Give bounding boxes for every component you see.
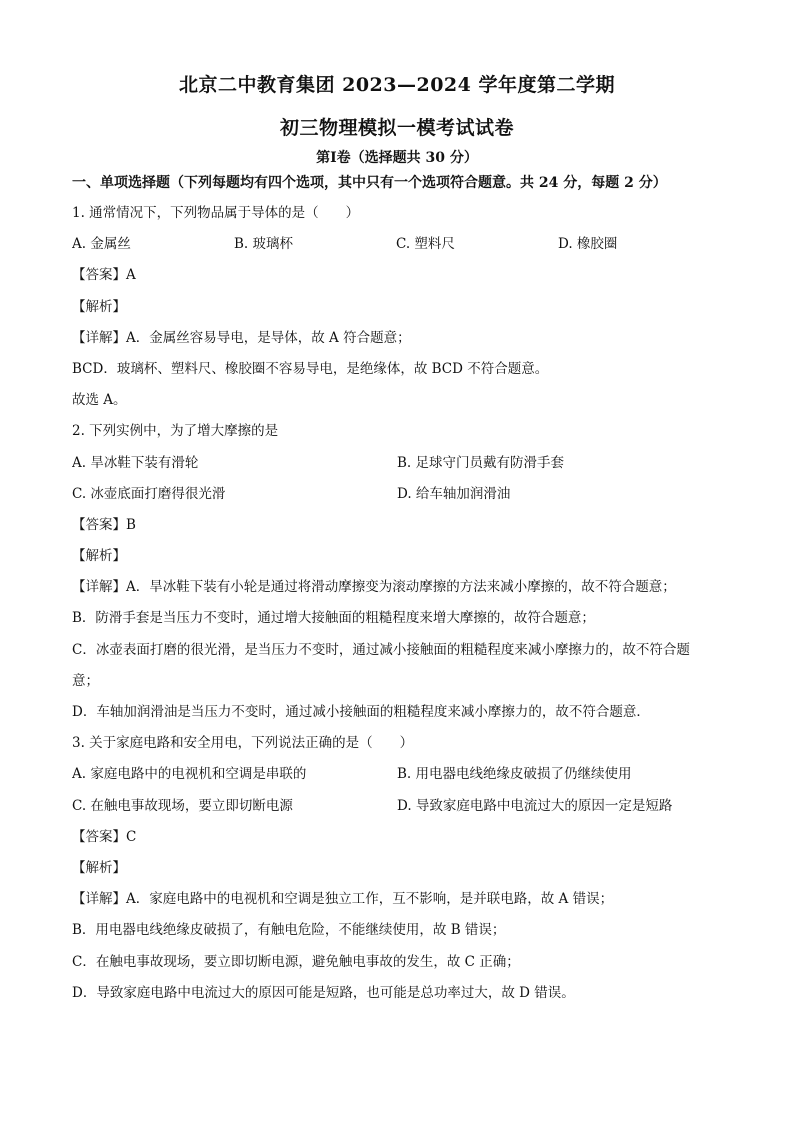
exam-subtitle: 初三物理模拟一模考试试卷 <box>279 117 514 139</box>
detail-line: 【详解】A．金属丝容易导电，是导体，故 A 符合题意； <box>72 329 411 346</box>
question-stem: 1. 通常情况下，下列物品属于导体的是（ ） <box>72 205 360 221</box>
option-b: B. 用电器电线绝缘皮破损了仍继续使用 <box>397 766 632 783</box>
analysis-label: 【解析】 <box>72 859 126 876</box>
question-stem: 2. 下列实例中，为了增大摩擦的是 <box>72 423 279 440</box>
question-options <box>72 759 732 790</box>
option-a: A. 家庭电路中的电视机和空调是串联的 <box>72 766 307 783</box>
detail-line: 故选 A。 <box>72 392 127 409</box>
detail-line: B．防滑手套是当压力不变时，通过增大接触面的粗糙程度来增大摩擦的，故符合题意； <box>72 610 595 627</box>
question-options <box>72 479 732 510</box>
option-a: A. 金属丝 <box>72 236 131 253</box>
detail-line: 【详解】A．旱冰鞋下装有小轮是通过将滑动摩擦变为滚动摩擦的方法来减小摩擦的，故不符合题意； <box>72 579 676 596</box>
answer-line: 【答案】A <box>72 267 136 284</box>
analysis-label: 【解析】 <box>72 548 126 565</box>
option-d: D. 给车轴加润滑油 <box>397 485 511 502</box>
detail-line: D．车轴加润滑油是当压力不变时，通过减小接触面的粗糙程度来减小摩擦力的，故不符合题意． <box>72 704 650 720</box>
option-d: D. 橡胶圈 <box>558 236 618 253</box>
detail-line: BCD．玻璃杯、塑料尺、橡胶圈不容易导电，是绝缘体，故 BCD 不符合题意。 <box>72 360 549 377</box>
answer-line: 【答案】B <box>72 516 136 533</box>
option-c: C. 在触电事故现场，要立即切断电源 <box>72 797 293 814</box>
detail-line: C．冰壶表面打磨的很光滑，是当压力不变时，通过减小接触面的粗糙程度来减小摩擦力的，故不符合题 <box>72 641 690 658</box>
analysis-label: 【解析】 <box>72 298 126 315</box>
detail-line: B．用电器电线绝缘皮破损了，有触电危险，不能继续使用，故 B 错误； <box>72 922 506 939</box>
option-b: B. 玻璃杯 <box>234 236 294 253</box>
detail-line: 意； <box>72 672 99 689</box>
section-heading: 一、单项选择题（下列每题均有四个选项，其中只有一个选项符合题意。共 24 分，每题 2 分） <box>72 175 667 191</box>
option-a: A. 旱冰鞋下装有滑轮 <box>72 454 199 471</box>
answer-line: 【答案】C <box>72 828 137 845</box>
question-stem: 3. 关于家庭电路和安全用电，下列说法正确的是（ ） <box>72 735 414 752</box>
question-options <box>72 791 732 822</box>
question-options <box>72 229 732 260</box>
option-c: C. 冰壶底面打磨得很光滑 <box>72 485 226 502</box>
detail-line: 【详解】A．家庭电路中的电视机和空调是独立工作，互不影响，是并联电路，故 A 错误； <box>72 891 614 908</box>
exam-title: 北京二中教育集团 2023—2024 学年度第二学期 <box>179 74 615 96</box>
question-options <box>72 448 732 479</box>
detail-line: C．在触电事故现场，要立即切断电源，避免触电事故的发生，故 C 正确； <box>72 953 520 970</box>
part-heading: 第Ⅰ卷（选择题共 30 分） <box>316 150 478 166</box>
detail-line: D．导致家庭电路中电流过大的原因可能是短路，也可能是总功率过大，故 D 错误。 <box>72 984 575 1001</box>
option-c: C. 塑料尺 <box>396 236 455 253</box>
option-b: B. 足球守门员戴有防滑手套 <box>397 454 565 471</box>
option-d: D. 导致家庭电路中电流过大的原因一定是短路 <box>397 797 673 814</box>
question-list <box>72 198 732 1009</box>
